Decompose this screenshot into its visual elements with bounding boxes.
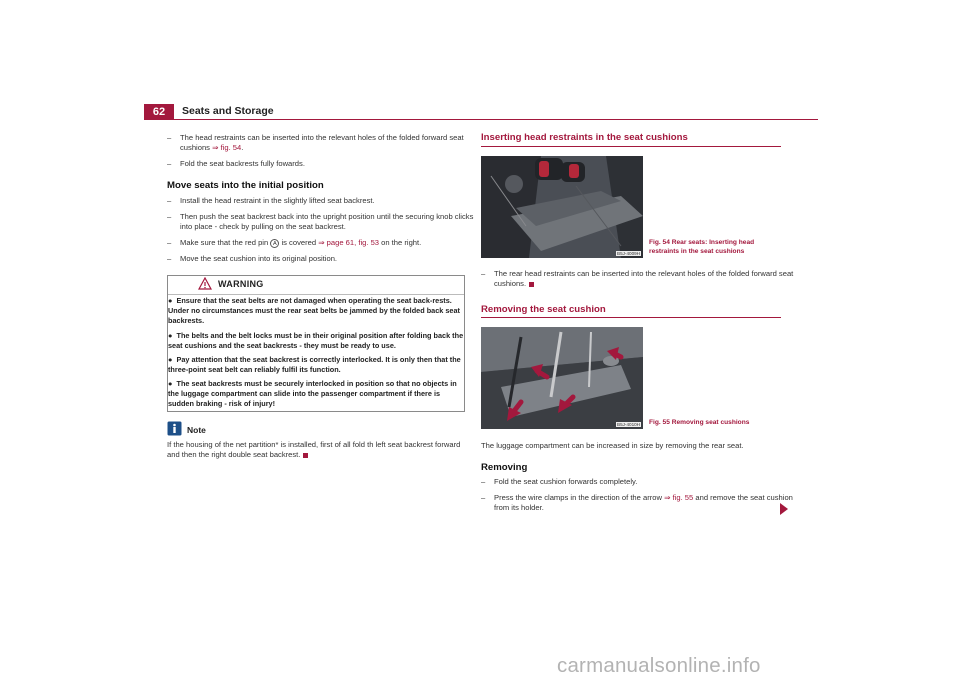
step-item: – Then push the seat backrest back into the upright position until the securing knob clicks into place - check by pulling on the seat backrest. bbox=[167, 212, 474, 232]
step-item: – Move the seat cushion into its original position. bbox=[167, 254, 338, 263]
end-marker-icon bbox=[529, 282, 534, 287]
warning-bullet: ● The seat backrests must be securely interlocked in position so that no objects in the luggage compartment can slide into the passenger compartment if there is sudden braking - risk of injury! bbox=[168, 379, 457, 409]
section-rule bbox=[481, 317, 781, 318]
section-heading-removing: Removing the seat cushion bbox=[481, 304, 606, 315]
figure-55-image bbox=[481, 327, 643, 429]
figure-55-caption: Fig. 55 Removing seat cushions bbox=[649, 419, 750, 426]
bullet-icon: ● bbox=[168, 296, 173, 305]
warning-bullet: ● Pay attention that the seat backrest is correctly interlocked. It is only then that the three-point seat belt can reliably fulfil its function. bbox=[168, 355, 461, 375]
step-item: – Fold the seat cushion forwards completely. bbox=[481, 477, 638, 486]
page-61-fig-53-link[interactable]: ⇒ page 61, fig. 53 bbox=[318, 238, 380, 247]
section-heading-initial-position: Move seats into the initial position bbox=[167, 180, 324, 191]
note-title: Note bbox=[187, 425, 206, 435]
warning-title: WARNING bbox=[218, 279, 264, 289]
note-text: If the housing of the net partition* is installed, first of all fold th left seat backrest forward and then the right double seat backrest. bbox=[167, 440, 461, 460]
footer-watermark: carmanualsonline.info bbox=[557, 654, 761, 677]
bullet-icon: ● bbox=[168, 355, 173, 364]
figure-54-image bbox=[481, 156, 643, 258]
figure-54-illustration bbox=[481, 156, 643, 258]
figure-54-caption: Fig. 54 Rear seats: Inserting head restraints in the seat cushions bbox=[649, 239, 755, 255]
figure-code: B5J-4009H bbox=[617, 251, 640, 256]
continue-arrow-icon[interactable] bbox=[779, 503, 789, 515]
end-marker-icon bbox=[303, 453, 308, 458]
section-heading-inserting: Inserting head restraints in the seat cushions bbox=[481, 132, 688, 143]
bullet-icon: ● bbox=[168, 331, 173, 340]
header-rule bbox=[144, 119, 818, 120]
fig-54-link[interactable]: ⇒ fig. 54 bbox=[212, 143, 242, 153]
bullet-icon: ● bbox=[168, 379, 173, 388]
intro-item: – Fold the seat backrests fully fowards. bbox=[167, 159, 305, 168]
subheading-removing: Removing bbox=[481, 462, 528, 473]
chapter-title: Seats and Storage bbox=[182, 105, 274, 117]
pin-marker-a: A bbox=[270, 239, 279, 248]
fig-55-link[interactable]: ⇒ fig. 55 bbox=[664, 493, 694, 502]
rear-restraint-item: – The rear head restraints can be inserted into the relevant holes of the folded forward seat cushions. bbox=[481, 269, 794, 289]
figure-55-illustration bbox=[481, 327, 643, 429]
warning-header bbox=[168, 276, 464, 295]
removal-intro: The luggage compartment can be increased in size by removing the rear seat. bbox=[481, 441, 744, 450]
section-rule bbox=[481, 146, 781, 147]
figure-code: B5J-4010H bbox=[617, 422, 640, 427]
warning-bullet: ● Ensure that the seat belts are not damaged when operating the seat back-rests. Under no circumstances must the rear seat belts be jammed by the folded back seat backrests. bbox=[168, 296, 460, 326]
step-item: – Make sure that the red pin A is covered ⇒ page 61, fig. 53 on the right. bbox=[167, 238, 422, 247]
intro-item: – The head restraints can be inserted into the relevant holes of the folded forward seat cushions ⇒ fig. 54. bbox=[167, 133, 464, 153]
step-item: – Install the head restraint in the slightly lifted seat backrest. bbox=[167, 196, 375, 205]
warning-triangle-icon bbox=[198, 277, 212, 290]
warning-bullet: ● The belts and the belt locks must be in their original position after folding back the seat cushions and the seat backrests - they must be ready to use. bbox=[168, 331, 464, 351]
step-item: – Press the wire clamps in the direction of the arrow ⇒ fig. 55 and remove the seat cushion from its holder. bbox=[481, 493, 793, 513]
note-info-icon bbox=[167, 421, 182, 436]
page-number: 62 bbox=[144, 104, 174, 120]
